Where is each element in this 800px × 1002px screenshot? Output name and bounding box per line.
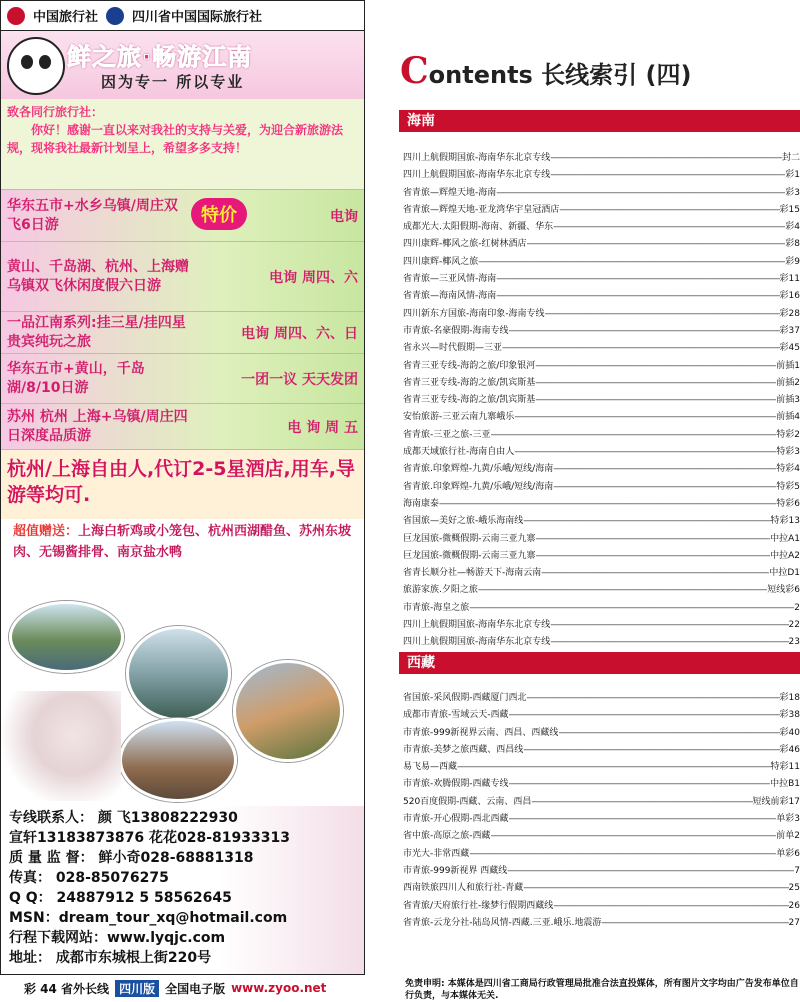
contents-index bbox=[395, 0, 800, 1000]
entry-page: 彩1 bbox=[785, 170, 800, 181]
entry-page: 彩4 bbox=[785, 222, 800, 233]
entry-page: 彩16 bbox=[779, 291, 800, 302]
entry-name: 西南铁旅四川人和旅行社-青藏 bbox=[403, 883, 524, 894]
entry-page: 22 bbox=[788, 620, 800, 631]
entry-name: 省青长顺分社—畅游天下-海南云南 bbox=[403, 568, 542, 579]
entry-leader bbox=[523, 742, 779, 759]
entry-name: 四川上航假期国旅-海南华东北京专线 bbox=[403, 170, 551, 181]
index-entry bbox=[403, 202, 800, 219]
entry-page: 中拉B1 bbox=[770, 779, 800, 790]
panda-mascot-icon bbox=[7, 37, 65, 95]
entry-page: 25 bbox=[788, 883, 800, 894]
entry-leader bbox=[541, 565, 769, 582]
entry-page: 彩15 bbox=[779, 204, 800, 215]
index-entry bbox=[403, 323, 800, 340]
entry-name: 四川上航假期国旅-海南华东北京专线 bbox=[403, 153, 551, 163]
index-entry bbox=[403, 707, 800, 724]
entry-name: 省青旅/天府旅行社-缘梦行假期西藏线 bbox=[403, 900, 554, 911]
index-entry bbox=[403, 150, 800, 167]
entry-leader bbox=[457, 759, 771, 776]
travel-advertisement bbox=[0, 0, 365, 975]
entry-page: 特彩3 bbox=[776, 447, 800, 458]
entry-name: 省中旅-高原之旅-西藏 bbox=[403, 831, 491, 842]
footer-url: www.zyoo.net bbox=[231, 981, 327, 995]
entry-name: 四川新东方国旅-海南印象-海南专线 bbox=[403, 308, 545, 319]
contact-block bbox=[1, 806, 365, 975]
index-entry bbox=[403, 409, 800, 426]
index-entry bbox=[403, 742, 800, 759]
entry-name: 市青旅-海皇之旅 bbox=[403, 602, 470, 613]
route-title: 苏州 杭州 上海+乌镇/周庄四日深度品质游 bbox=[7, 408, 188, 444]
gift-offer bbox=[1, 519, 364, 589]
entry-page: 7 bbox=[794, 865, 800, 876]
section-list-tibet bbox=[403, 690, 800, 932]
route-info: 电询 周四、六、日 bbox=[241, 325, 358, 342]
entry-page: 彩9 bbox=[785, 256, 800, 267]
index-entry bbox=[403, 600, 800, 617]
sichuan-cits-logo-icon bbox=[106, 7, 124, 25]
index-entry bbox=[403, 288, 800, 305]
gift-label: 超值赠送： bbox=[13, 524, 79, 539]
entry-page: 前插4 bbox=[776, 412, 800, 423]
entry-page: 封二 bbox=[781, 153, 800, 163]
entry-name: 省永兴—时代假期—三亚 bbox=[403, 343, 503, 354]
gift-text: 上海白斩鸡或小笼包、杭州西湖醋鱼、苏州东坡肉、无锡酱排骨、南京盐水鸭 bbox=[13, 524, 352, 560]
entry-name: 市青旅-欢腾假期-西藏专线 bbox=[403, 779, 509, 790]
index-entry bbox=[403, 725, 800, 742]
index-entry bbox=[403, 846, 800, 863]
entry-leader bbox=[535, 358, 776, 375]
entry-name: 市青旅-美梦之旅西藏、西昌线 bbox=[403, 744, 524, 755]
entry-leader bbox=[509, 811, 777, 828]
greeting-block bbox=[1, 99, 364, 189]
footer-edition-badge: 四川版 bbox=[115, 980, 159, 997]
index-entry bbox=[403, 461, 800, 478]
entry-name: 市青旅-开心假期-西北西藏 bbox=[403, 814, 509, 825]
entry-page: 中拉A2 bbox=[770, 550, 800, 561]
entry-leader bbox=[550, 167, 785, 184]
agency-logos bbox=[1, 1, 364, 31]
entry-leader bbox=[531, 794, 752, 811]
contact-line: 传真： 028-85076275 bbox=[9, 870, 169, 886]
entry-leader bbox=[536, 531, 771, 548]
west-lake-photo bbox=[126, 626, 231, 721]
entry-name: 市青旅-999新视界 西藏线 bbox=[403, 865, 508, 876]
entry-name: 四川上航假期国旅-海南华东北京专线 bbox=[403, 637, 551, 648]
entry-page: 特彩2 bbox=[776, 429, 800, 440]
entry-name: 省青三亚专线-海韵之旅/凯宾斯基 bbox=[403, 395, 536, 406]
index-entry bbox=[403, 582, 800, 599]
section-header-hainan: 海南 bbox=[399, 110, 800, 132]
entry-name: 省国旅-采风假期-西藏厦门西北 bbox=[403, 693, 527, 703]
entry-name: 安怡旅游-三亚云南九寨峨乐 bbox=[403, 412, 515, 423]
contents-title bbox=[400, 50, 691, 92]
greeting-body: 你好！感谢一直以来对我社的支持与关爱，为迎合新旅游法规，现将我社最新计划呈上，希望多多支持！ bbox=[7, 123, 344, 155]
route-info: 电询 bbox=[330, 208, 358, 225]
hero-banner bbox=[1, 31, 364, 99]
entry-name: 520百度假期-西藏、云南、西昌 bbox=[403, 796, 532, 807]
index-entry bbox=[403, 427, 800, 444]
entry-leader bbox=[514, 444, 776, 461]
index-entry bbox=[403, 496, 800, 513]
entry-leader bbox=[550, 634, 788, 651]
entry-name: 省青旅—海南风情-海南 bbox=[403, 291, 497, 302]
entry-page: 彩3 bbox=[785, 187, 800, 198]
entry-leader bbox=[496, 271, 779, 288]
entry-leader bbox=[507, 863, 794, 880]
entry-leader bbox=[469, 846, 776, 863]
entry-page: 26 bbox=[788, 900, 800, 911]
index-entry bbox=[403, 167, 800, 184]
entry-page: 2 bbox=[794, 602, 800, 613]
entry-page: 彩37 bbox=[779, 325, 800, 336]
disclaimer: 免责申明: 本媒体是四川省工商局行政管理局批准合法直投媒体，所有图片文字均由广告发布单位自行负责，与本媒体无关. bbox=[405, 979, 799, 1001]
entry-page: 彩8 bbox=[785, 239, 800, 250]
entry-name: 市青旅-名豪假期-海南专线 bbox=[403, 325, 509, 336]
entry-page: 彩28 bbox=[779, 308, 800, 319]
free-traveler-offer: 杭州/上海自由人,代订2-5星酒店,用车,导游等均可. bbox=[1, 449, 364, 519]
entry-page: 彩46 bbox=[779, 744, 800, 755]
entry-leader bbox=[509, 323, 780, 340]
contents-title-rest: ontents 长线索引 (四) bbox=[428, 61, 692, 89]
contact-line: MSN：dream_tour_xq@hotmail.com bbox=[9, 910, 288, 926]
entry-name: 省青旅—三亚风情-海南 bbox=[403, 274, 497, 285]
entry-leader bbox=[553, 479, 776, 496]
entry-name: 成都市青旅-雪域云天-西藏 bbox=[403, 710, 509, 721]
route-title: 黄山、千岛湖、杭州、上海赠乌镇双飞休闲度假六日游 bbox=[7, 258, 189, 294]
section-list-hainan bbox=[403, 150, 800, 652]
entry-page: 特彩5 bbox=[776, 481, 800, 492]
entry-leader bbox=[469, 600, 794, 617]
entry-page: 特彩13 bbox=[770, 516, 800, 527]
index-entry bbox=[403, 880, 800, 897]
index-entry bbox=[403, 565, 800, 582]
entry-leader bbox=[545, 306, 780, 323]
entry-leader bbox=[478, 254, 785, 271]
index-entry bbox=[403, 759, 800, 776]
route-row bbox=[1, 403, 364, 449]
entry-leader bbox=[527, 690, 780, 707]
entry-page: 23 bbox=[788, 637, 800, 648]
index-entry bbox=[403, 634, 800, 651]
index-entry bbox=[403, 236, 800, 253]
entry-leader bbox=[509, 707, 780, 724]
index-entry bbox=[403, 794, 800, 811]
entry-page: 单彩6 bbox=[776, 848, 800, 859]
entry-name: 省青旅.印象辉煌-九黄/乐峨/短线/海南 bbox=[403, 464, 554, 475]
entry-name: 省青旅-云龙分社-陆岛风情-西藏.三亚.峨乐.地震游 bbox=[403, 917, 602, 928]
entry-page: 彩38 bbox=[779, 710, 800, 721]
entry-leader bbox=[550, 617, 788, 634]
index-entry bbox=[403, 271, 800, 288]
entry-name: 省青旅.印象辉煌-九黄/乐峨/短线/海南 bbox=[403, 481, 554, 492]
section-header-tibet: 西藏 bbox=[399, 652, 800, 674]
entry-name: 巨龙国旅-微概假期-云南三亚九寨 bbox=[403, 550, 536, 561]
entry-leader bbox=[478, 582, 767, 599]
entry-name: 易飞易—西藏 bbox=[403, 762, 458, 773]
footer-edition: 全国电子版 bbox=[165, 981, 226, 996]
entry-leader bbox=[491, 427, 777, 444]
entry-name: 四川康辉-椰风之旅-红树林酒店 bbox=[403, 239, 527, 250]
index-entry bbox=[403, 548, 800, 565]
entry-leader bbox=[601, 915, 788, 932]
cits-logo-icon bbox=[7, 7, 25, 25]
entry-leader bbox=[496, 288, 779, 305]
contact-line: Q Q： 24887912 5 58562645 bbox=[9, 890, 232, 906]
entry-leader bbox=[523, 880, 788, 897]
huangshan-photo bbox=[233, 660, 343, 762]
logo-left-text: 中国旅行社 bbox=[33, 10, 99, 25]
entry-page: 彩18 bbox=[779, 693, 800, 703]
entry-page: 短线彩6 bbox=[767, 585, 800, 596]
page-footer bbox=[0, 976, 365, 1000]
entry-leader bbox=[523, 513, 770, 530]
footer-page-label: 彩 44 省外长线 bbox=[24, 981, 110, 996]
entry-leader bbox=[535, 392, 776, 409]
entry-page: 特彩11 bbox=[770, 762, 800, 773]
entry-page: 前插2 bbox=[776, 377, 800, 388]
index-entry bbox=[403, 690, 800, 707]
index-entry bbox=[403, 185, 800, 202]
entry-name: 旅游家族.夕阳之旅 bbox=[403, 585, 478, 596]
entry-leader bbox=[558, 725, 779, 742]
route-title: 一品江南系列:挂三星/挂四星贵宾纯玩之旅 bbox=[7, 314, 186, 350]
entry-leader bbox=[496, 185, 785, 202]
route-title: 华东五市+黄山，千岛湖/8/10日游 bbox=[7, 360, 145, 396]
entry-name: 省国旅—美好之旅-峨乐海南线 bbox=[403, 516, 524, 527]
index-entry bbox=[403, 479, 800, 496]
entry-name: 省青旅-三亚之旅-三亚 bbox=[403, 429, 491, 440]
entry-name: 四川康辉-椰风之旅 bbox=[403, 256, 479, 267]
index-entry bbox=[403, 392, 800, 409]
entry-page: 27 bbox=[788, 917, 800, 928]
entry-page: 前插3 bbox=[776, 395, 800, 406]
entry-leader bbox=[514, 409, 776, 426]
entry-page: 前单2 bbox=[776, 831, 800, 842]
index-entry bbox=[403, 811, 800, 828]
index-entry bbox=[403, 358, 800, 375]
index-entry bbox=[403, 444, 800, 461]
entry-name: 四川上航假期国旅-海南华东北京专线 bbox=[403, 620, 551, 631]
entry-page: 彩40 bbox=[779, 727, 800, 738]
entry-leader bbox=[439, 496, 776, 513]
entry-leader bbox=[535, 375, 776, 392]
entry-leader bbox=[502, 340, 780, 357]
route-row bbox=[1, 311, 364, 353]
contact-line: 宣轩13183873876 花花028-81933313 bbox=[9, 830, 290, 846]
index-entry bbox=[403, 776, 800, 793]
entry-name: 海南康泰 bbox=[403, 498, 440, 509]
route-info: 一团一议 天天发团 bbox=[241, 371, 358, 388]
contact-line: 地址： 成都市东城根上街220号 bbox=[9, 950, 212, 966]
entry-name: 省青旅—辉煌天地-海南 bbox=[403, 187, 497, 198]
entry-page: 彩45 bbox=[779, 343, 800, 354]
ad-subslogan: 因为专一 所以专业 bbox=[101, 73, 245, 91]
entry-leader bbox=[527, 236, 786, 253]
index-entry bbox=[403, 513, 800, 530]
entry-name: 市光大-非常西藏 bbox=[403, 848, 470, 859]
entry-leader bbox=[536, 548, 771, 565]
index-entry bbox=[403, 375, 800, 392]
entry-leader bbox=[553, 219, 785, 236]
entry-page: 中拉A1 bbox=[770, 533, 800, 544]
route-title: 华东五市+水乡乌镇/周庄双飞6日游 bbox=[7, 197, 178, 233]
logo-right-text: 四川省中国国际旅行社 bbox=[132, 10, 263, 25]
index-entry bbox=[403, 863, 800, 880]
route-row bbox=[1, 189, 364, 241]
entry-name: 成都天域旅行社-海南自由人 bbox=[403, 447, 515, 458]
route-info: 电 询 周 五 bbox=[287, 419, 358, 436]
entry-page: 单彩3 bbox=[776, 814, 800, 825]
model-photo bbox=[1, 691, 121, 801]
greeting-to: 致各同行旅行社： bbox=[7, 105, 104, 119]
entry-leader bbox=[559, 202, 779, 219]
route-row bbox=[1, 353, 364, 403]
index-entry bbox=[403, 915, 800, 932]
contact-line: 行程下载网站：www.lyqjc.com bbox=[9, 930, 226, 946]
index-entry bbox=[403, 828, 800, 845]
entry-name: 巨龙国旅-微概假期-云南三亚九寨 bbox=[403, 533, 536, 544]
entry-page: 特彩6 bbox=[776, 498, 800, 509]
entry-page: 前插1 bbox=[776, 360, 800, 371]
memorial-arch-photo bbox=[119, 718, 237, 802]
entry-name: 省青旅—辉煌天地-亚龙湾华宇皇冠酒店 bbox=[403, 204, 560, 215]
route-row bbox=[1, 241, 364, 311]
index-entry bbox=[403, 254, 800, 271]
index-entry bbox=[403, 306, 800, 323]
index-entry bbox=[403, 219, 800, 236]
entry-leader bbox=[553, 461, 776, 478]
entry-leader bbox=[553, 898, 788, 915]
index-entry bbox=[403, 617, 800, 634]
contact-line: 专线联系人： 颜 飞13808222930 bbox=[9, 810, 238, 826]
entry-leader bbox=[491, 828, 777, 845]
entry-leader bbox=[550, 150, 782, 167]
special-price-badge: 特价 bbox=[191, 198, 247, 230]
water-town-photo bbox=[9, 601, 124, 673]
contents-initial: C bbox=[400, 50, 429, 92]
entry-page: 中拉D1 bbox=[769, 568, 800, 579]
entry-name: 省青三亚专线-海韵之旅/印象银河 bbox=[403, 360, 536, 371]
index-entry bbox=[403, 531, 800, 548]
entry-name: 省青三亚专线-海韵之旅/凯宾斯基 bbox=[403, 377, 536, 388]
route-info: 电询 周四、六 bbox=[269, 269, 358, 286]
entry-name: 成都光大.太阳假期-海南、新疆、华东 bbox=[403, 222, 554, 233]
contact-line: 质 量 监 督： 鲜小奇028-68881318 bbox=[9, 850, 254, 866]
index-entry bbox=[403, 340, 800, 357]
entry-page: 特彩4 bbox=[776, 464, 800, 475]
entry-leader bbox=[509, 776, 771, 793]
entry-page: 彩11 bbox=[779, 274, 800, 285]
index-entry bbox=[403, 898, 800, 915]
entry-page: 短线前彩17 bbox=[752, 796, 800, 807]
entry-name: 市青旅-999新视界云南、西昌、西藏线 bbox=[403, 727, 559, 738]
ad-slogan: 鲜之旅·畅游江南 bbox=[67, 43, 253, 71]
